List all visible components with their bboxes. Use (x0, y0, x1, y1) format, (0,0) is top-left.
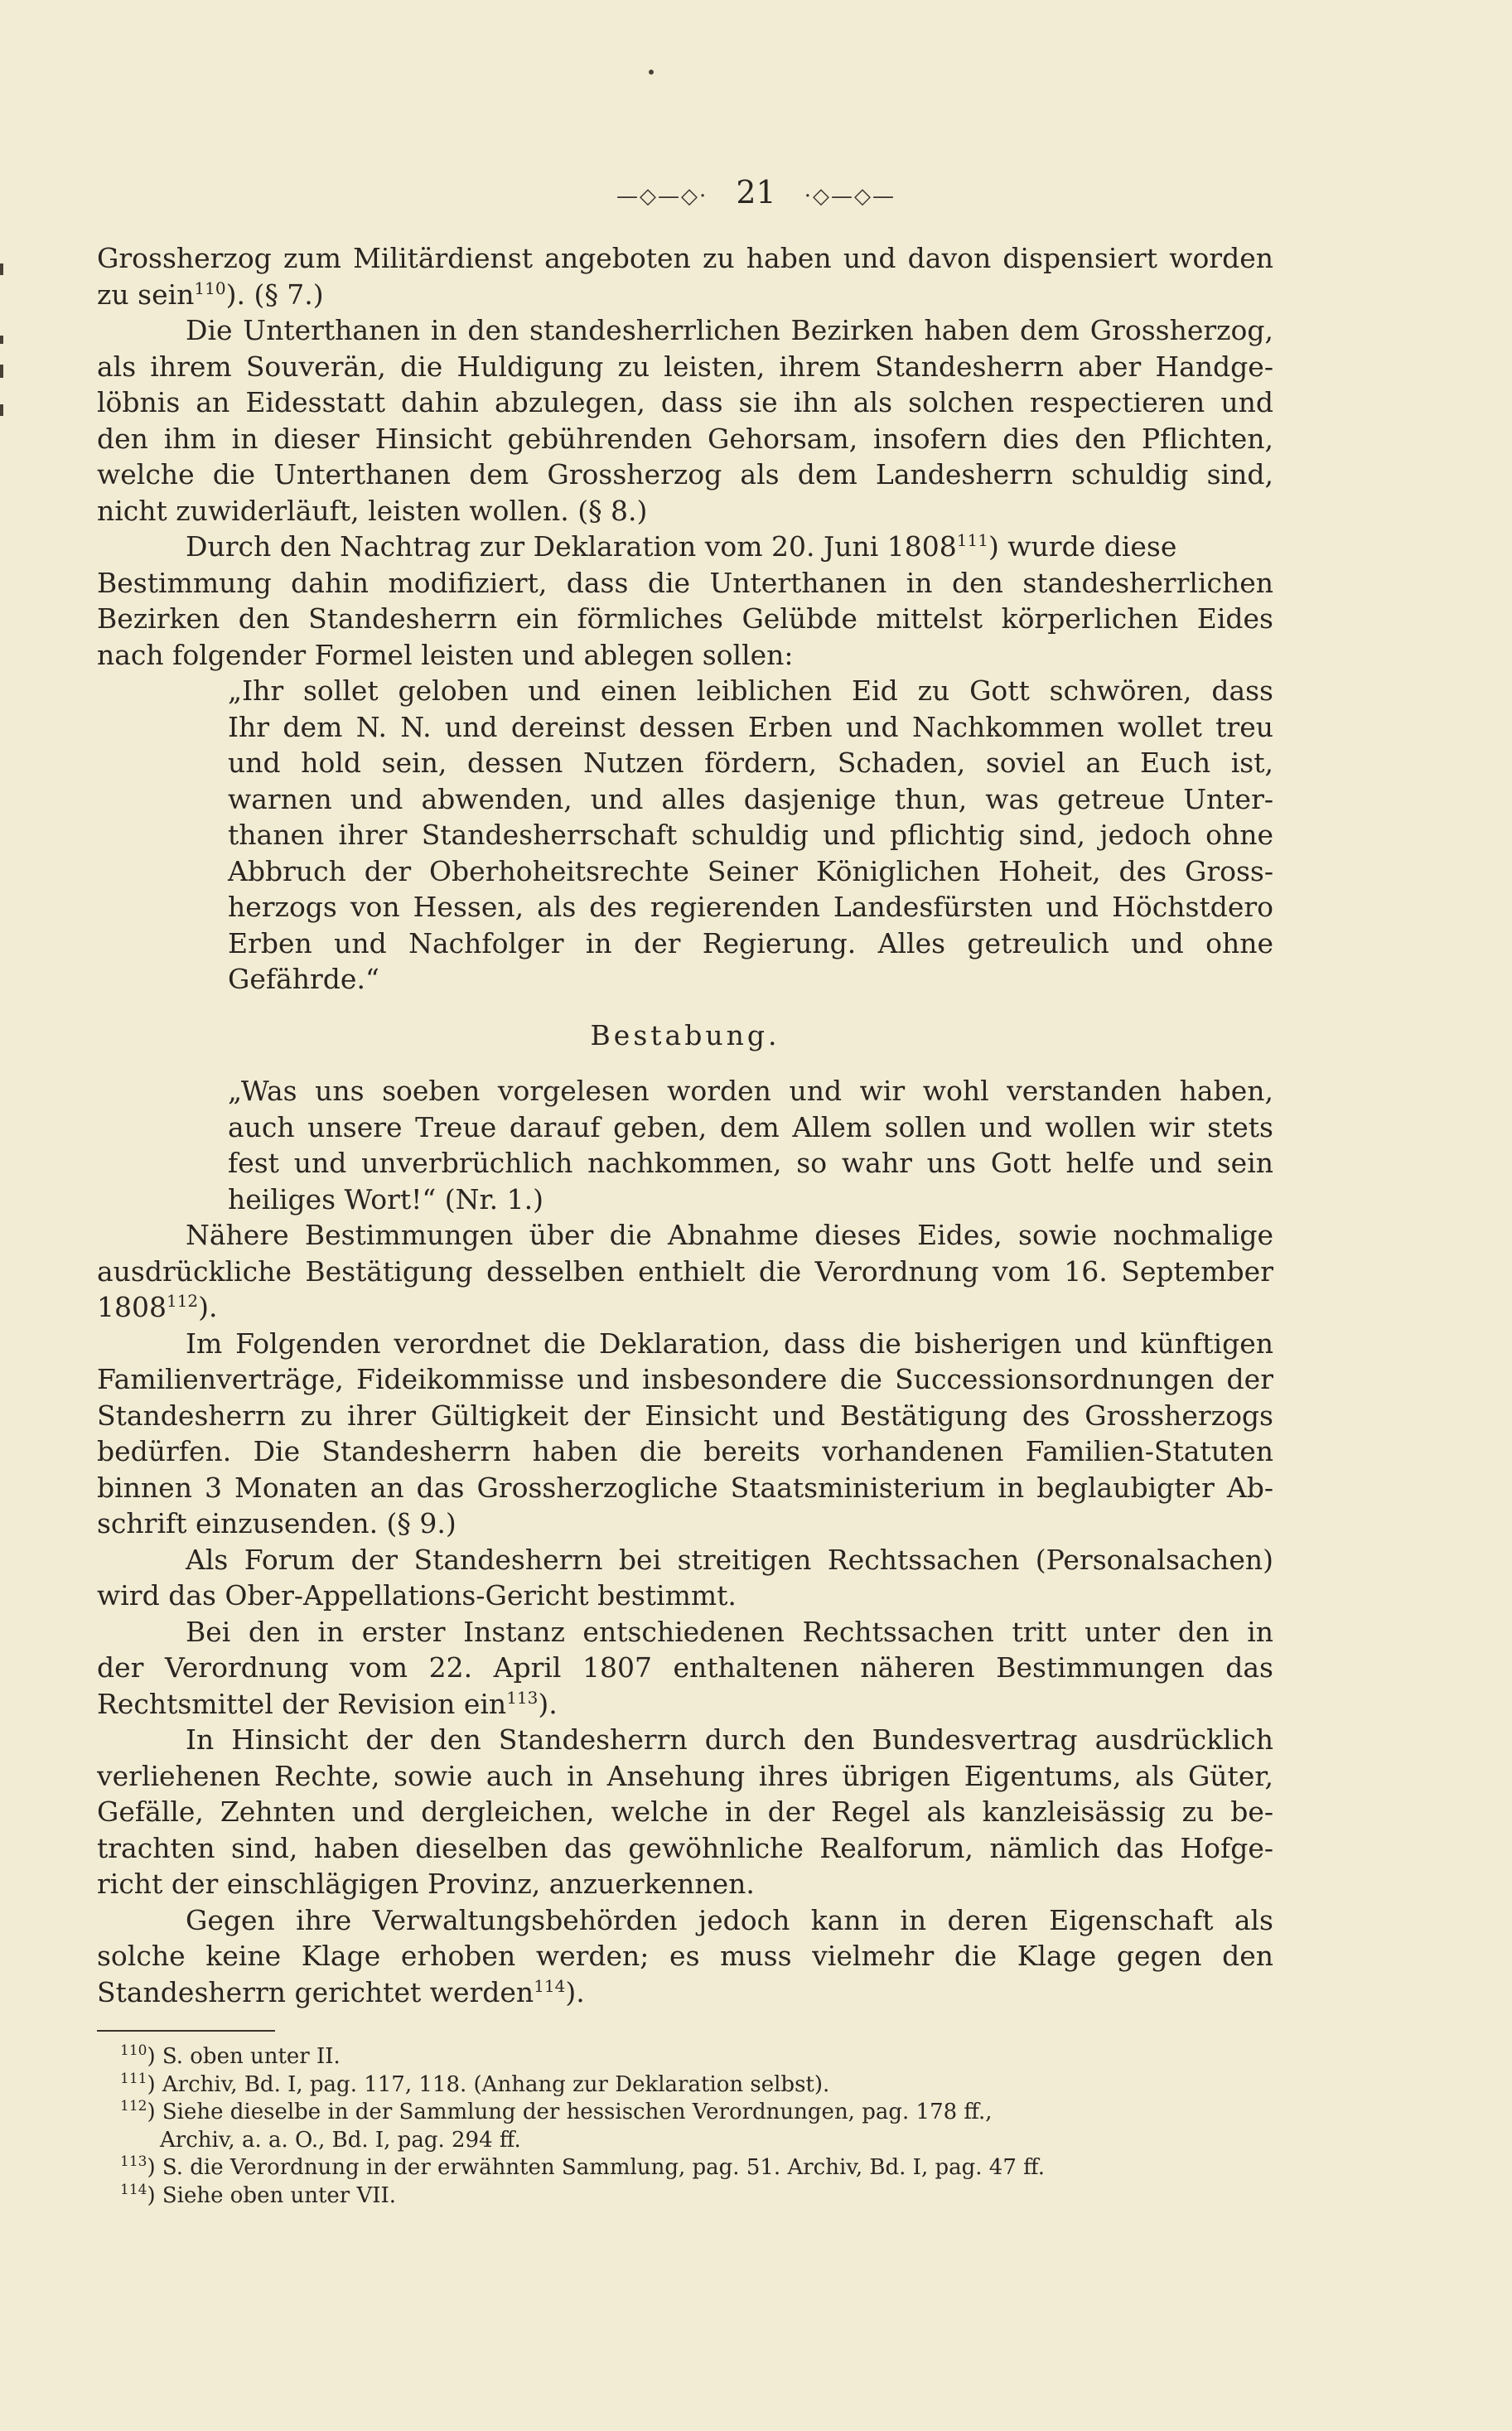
text-line: Bestimmung dahin modifiziert, dass die Unterthanen in den standesherrlichen (97, 566, 1273, 599)
footnotes (120, 2043, 1273, 2210)
footnote: $^{114}$) Siehe oben unter VII. (120, 2182, 397, 2208)
text-line: zu sein$^{110}$). (§ 7.) (97, 278, 324, 311)
footnote: $^{110}$) S. oben unter II. (120, 2043, 341, 2069)
oath-line: „Ihr sollet geloben und einen leiblichen Eid zu Gott schwören, dass (228, 674, 1273, 707)
text-line: der Verordnung vom 22. April 1807 enthaltenen näheren Bestimmungen das (97, 1651, 1273, 1684)
edge-mark (0, 365, 3, 378)
oath-line: Ihr dem N. N. und dereinst dessen Erben und Nachkommen wollet treu (228, 710, 1273, 743)
text-line: verliehenen Rechte, sowie auch in Ansehung ihres übrigen Eigentums, als Güter, (97, 1759, 1273, 1792)
text-line: schrift einzusenden. (§ 9.) (97, 1507, 456, 1539)
oath-line: warnen und abwenden, und alles dasjenige thun, was getreue Unter- (228, 782, 1273, 815)
footnote: $^{111}$) Archiv, Bd. I, pag. 117, 118. (Anhang zur Deklaration selbst). (120, 2071, 830, 2097)
edge-mark (0, 336, 3, 344)
text-line: Nähere Bestimmungen über die Abnahme dieses Eides, sowie nochmalige (186, 1219, 1273, 1251)
text-line: Bezirken den Standesherrn ein förmliches Gelübde mittelst körperlichen Eides (97, 602, 1273, 635)
text-line: welche die Unterthanen dem Grossherzog als dem Landesherrn schuldig sind, (97, 458, 1273, 491)
text-line: Standesherrn gerichtet werden$^{114}$). (97, 1975, 585, 2008)
text-line: trachten sind, haben dieselben das gewöhnliche Realforum, nämlich das Hofge- (97, 1831, 1273, 1864)
oath-line: und hold sein, dessen Nutzen fördern, Schaden, soviel an Euch ist, (228, 747, 1273, 779)
page-speck (649, 70, 654, 75)
oath-line: „Was uns soeben vorgelesen worden und wir wohl verstanden haben, (228, 1075, 1273, 1107)
text-line: Bei den in erster Instanz entschiedenen Rechtssachen tritt unter den in (186, 1615, 1273, 1648)
body-text (97, 240, 1273, 2010)
page-number: 21 (736, 174, 776, 210)
text-line: wird das Ober-Appellations-Gericht bestimmt. (97, 1579, 737, 1612)
header-ornament-left: —◇—◇· (616, 184, 708, 209)
text-line: nicht zuwiderläuft, leisten wollen. (§ 8.) (97, 494, 648, 527)
page-header (0, 174, 1512, 215)
oath-line: herzogs von Hessen, als des regierenden Landesfürsten und Höchstdero (228, 891, 1273, 923)
footnote: $^{113}$) S. die Verordnung in der erwähnten Sammlung, pag. 51. Archiv, Bd. I, pag. 47 ff. (120, 2154, 1045, 2180)
oath-line: auch unsere Treue darauf geben, dem Allem sollen und wollen wir stets (228, 1110, 1273, 1143)
edge-mark (0, 263, 3, 275)
text-line: In Hinsicht der den Standesherrn durch den Bundesvertrag ausdrücklich (186, 1723, 1273, 1756)
oath-line: Erben und Nachfolger in der Regierung. Alles getreulich und ohne (228, 926, 1273, 959)
text-line: nach folgender Formel leisten und ablegen sollen: (97, 638, 794, 671)
footnote: $^{112}$) Siehe dieselbe in der Sammlung der hessischen Verordnungen, pag. 178 ff., (120, 2099, 993, 2124)
text-line: Die Unterthanen in den standesherrlichen Bezirken haben dem Grossherzog, (186, 314, 1273, 346)
footnote-ref: 110 (194, 278, 226, 298)
text-line: richt der einschlägigen Provinz, anzuerkennen. (97, 1868, 755, 1900)
text-line: bedürfen. Die Standesherrn haben die bereits vorhandenen Familien-Statuten (97, 1435, 1273, 1467)
text-line: Im Folgenden verordnet die Deklaration, dass die bisherigen und künftigen (186, 1327, 1273, 1360)
oath-line: heiliges Wort!“ (Nr. 1.) (228, 1182, 543, 1216)
text-line: ausdrückliche Bestätigung desselben enthielt die Verordnung vom 16. September (97, 1254, 1273, 1288)
oath-line: Abbruch der Oberhoheitsrechte Seiner Königlichen Hoheit, des Gross- (228, 854, 1273, 887)
edge-mark (0, 404, 3, 416)
oath-line: fest und unverbrüchlich nachkommen, so wahr uns Gott helfe und sein (228, 1147, 1273, 1179)
footnote-ref: 111 (956, 530, 988, 550)
text-line: den ihm in dieser Hinsicht gebührenden Gehorsam, insofern dies den Pflichten, (97, 422, 1273, 455)
text-line: Grossherzog zum Militärdienst angeboten zu haben und davon dispensiert worden (97, 242, 1273, 274)
footnote-ref: 113 (506, 1687, 539, 1708)
section-heading: Bestabung. (590, 1018, 780, 1051)
text-line: Gefälle, Zehnten und dergleichen, welche in der Regel als kanzleisässig zu be- (97, 1795, 1273, 1828)
footnote-ref: 114 (534, 1975, 566, 1996)
text-line: binnen 3 Monaten an das Grossherzogliche Staatsministerium in beglaubigter Ab- (97, 1471, 1273, 1504)
header-ornament-right: ·◇—◇— (804, 184, 896, 209)
text-line: 1808$^{112}$). (97, 1291, 218, 1323)
text-line: Familienverträge, Fideikommisse und insbesondere die Successionsordnungen der (97, 1363, 1273, 1395)
footnote-ref: 112 (166, 1291, 199, 1311)
footnote-rule (97, 2030, 275, 2032)
text-line: löbnis an Eidesstatt dahin abzulegen, dass sie ihn als solchen respectieren und (97, 386, 1273, 418)
text-line: als ihrem Souverän, die Huldigung zu leisten, ihrem Standesherrn aber Handge- (97, 350, 1273, 383)
footnote-continuation: Archiv, a. a. O., Bd. I, pag. 294 ff. (160, 2127, 521, 2153)
oath-line: thanen ihrer Standesherrschaft schuldig und pflichtig sind, jedoch ohne (228, 819, 1273, 851)
oath-line: Gefährde.“ (228, 963, 379, 995)
text-line: Durch den Nachtrag zur Deklaration vom 20. Juni 1808$^{111}$) wurde diese (186, 530, 1177, 563)
text-line: solche keine Klage erhoben werden; es muss vielmehr die Klage gegen den (97, 1940, 1273, 1972)
text-line: Standesherrn zu ihrer Gültigkeit der Einsicht und Bestätigung des Grossherzogs (97, 1399, 1273, 1432)
text-line: Rechtsmittel der Revision ein$^{113}$). (97, 1687, 558, 1720)
text-line: Gegen ihre Verwaltungsbehörden jedoch kann in deren Eigenschaft als (186, 1903, 1273, 1936)
text-line: Als Forum der Standesherrn bei streitigen Rechtssachen (Personalsachen) (186, 1543, 1273, 1576)
